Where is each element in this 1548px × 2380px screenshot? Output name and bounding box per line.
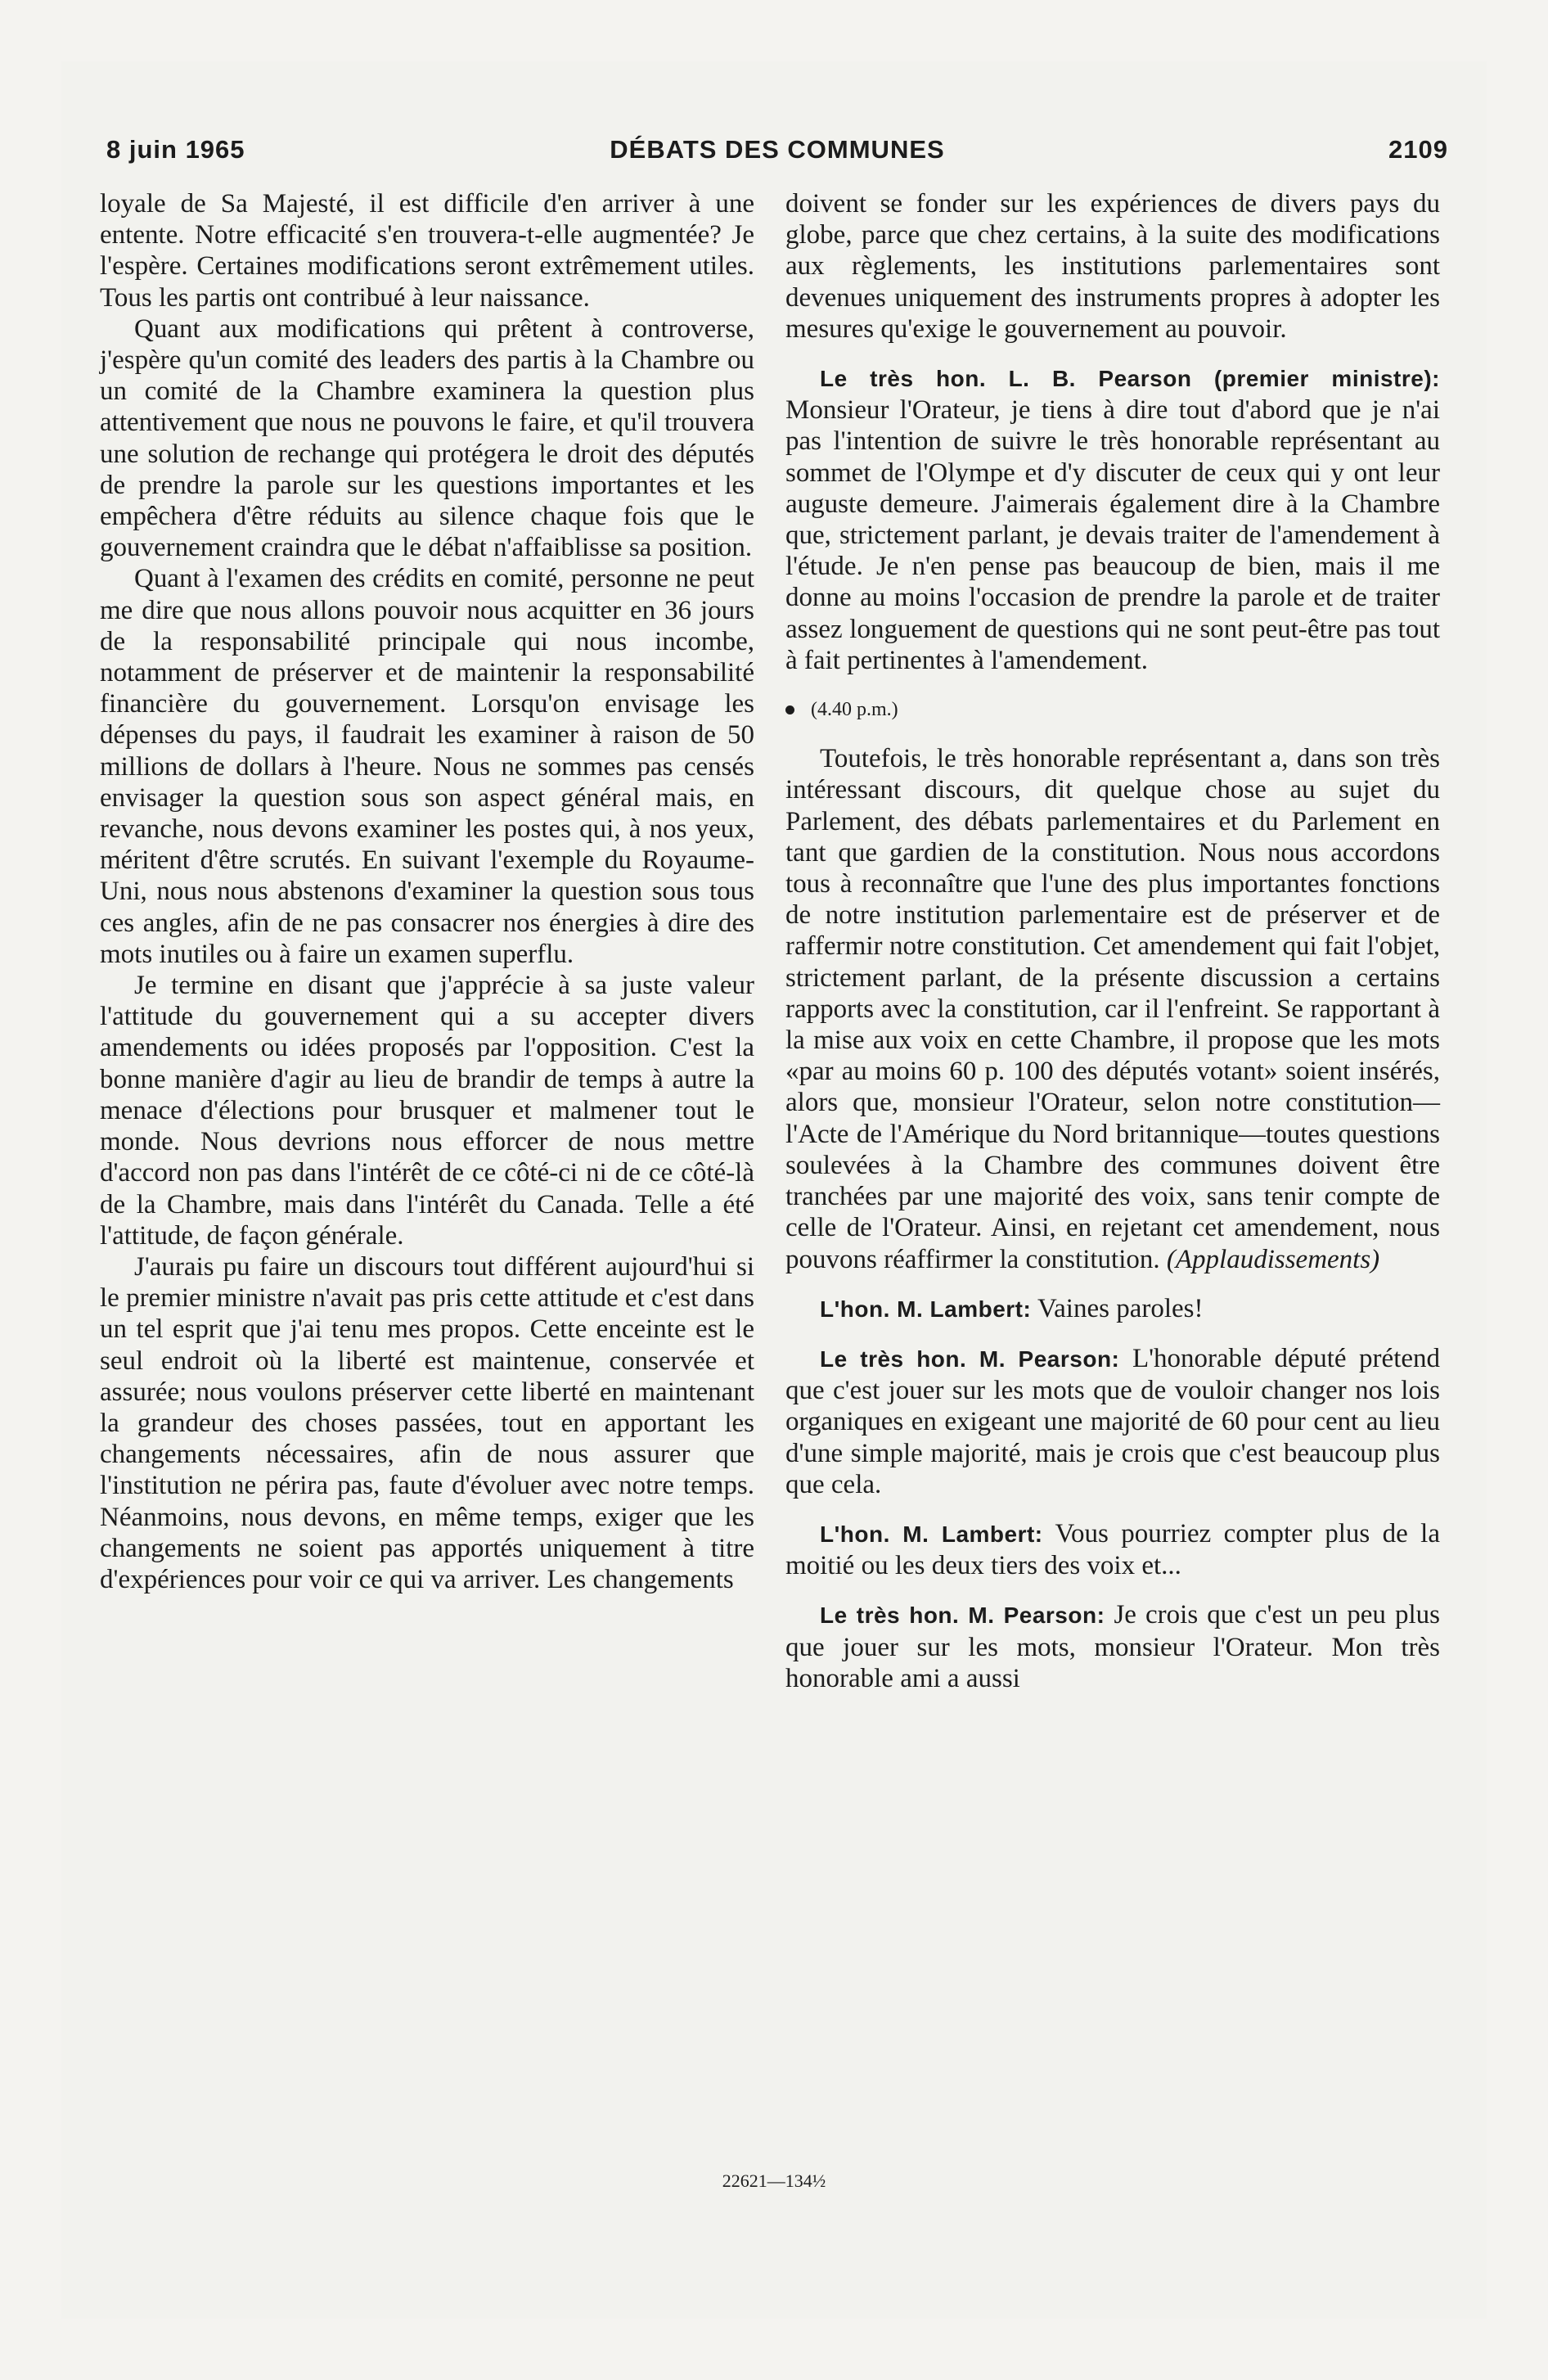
header-title: DÉBATS DES COMMUNES <box>610 135 945 164</box>
speech-text: Je crois que c'est un peu plus que jouer sur les mots, monsieur l'Orateur. Mon très honorable ami a aussi <box>785 1600 1441 1693</box>
speaker-name: Le très hon. M. Pearson: <box>820 1346 1120 1372</box>
speaker-name: Le très hon. L. B. Pearson (premier ministre): <box>820 366 1440 392</box>
speaker-name: L'hon. M. Lambert: <box>820 1521 1043 1547</box>
speech <box>785 363 1440 676</box>
speech <box>785 1518 1440 1581</box>
paragraph: loyale de Sa Majesté, il est difficile d'en arriver à une entente. Notre efficacité s'en trouvera-t-elle augmentée? Je l'espère. Certaines modifications seront extrêmement utiles. Tous les partis ont contribué à leur naissance. <box>100 189 754 313</box>
time-marker <box>785 694 1440 725</box>
paragraph: Je termine en disant que j'apprécie à sa juste valeur l'attitude du gouvernement qui a su accepter divers amendements ou idées proposés par l'opposition. C'est la bonne manière d'agir au lieu de brandir de temps à autre la menace d'élections pour brusquer et malmener tout le monde. Nous devrions nous efforcer de nous mettre d'accord non pas dans l'intérêt de ce côté-ci ni de ce côté-là de la Chambre, mais dans l'intérêt du Canada. Telle a été l'attitude, de façon générale. <box>100 971 754 1251</box>
header-page-number: 2109 <box>1388 135 1448 164</box>
speech <box>785 1343 1440 1500</box>
speech-text: Vous pourriez compter plus de la moitié ou les deux tiers des voix et... <box>785 1518 1440 1581</box>
applause-note: (Applaudissements) <box>1166 1244 1380 1274</box>
running-head <box>106 135 1448 168</box>
left-column <box>100 188 754 1595</box>
paragraph: Quant à l'examen des crédits en comité, personne ne peut me dire que nous allons pouvoir nous acquitter en 36 jours de la responsabilité principale qui nous incombe, notamment de préserver et de maintenir la responsabilité financière du gouvernement. Lorsqu'on envisage les dépenses du pays, il faudrait les examiner à raison de 50 millions de dollars à l'heure. Nous ne sommes pas censés envisager la question sous son aspect général mais, en revanche, nous devons examiner les postes qui, à nos yeux, méritent d'être scrutés. En suivant l'exemple du Royaume-Uni, nous nous abstenons d'examiner la question sous tous ces angles, afin de ne pas consacrer nos énergies à dire des mots inutiles ou à faire un examen superflu. <box>100 564 754 969</box>
bullet-icon <box>785 705 794 714</box>
time-stamp: (4.40 p.m.) <box>811 699 898 721</box>
paragraph-text: Toutefois, le très honorable représentant a, dans son très intéressant discours, dit quelque chose au sujet du Parlement, des débats parlementaires et du Parlement en tant que gardien de la constitution. Nous nous accordons tous à reconnaître que l'une des plus importantes fonctions de notre institution parlementaire est de préserver et de raffermir notre constitution. Cet amendement qui fait l'objet, strictement parlant, de la présente discussion a certains rapports avec la constitution, car il l'enfreint. Se rapportant à la mise aux voix en cette Chambre, il propose que les mots «par au moins 60 p. 100 des députés votant» soient insérés, alors que, monsieur l'Orateur, selon notre constitution—l'Acte de l'Amérique du Nord britannique—toutes questions soulevées à la Chambre des communes doivent être tranchées par une majorité des voix, sans tenir compte de celle de l'Orateur. Ainsi, en rejetant cet amendement, nous pouvons réaffirmer la constitution. <box>785 744 1440 1274</box>
speech-text: L'honorable député prétend que c'est jouer sur les mots que de vouloir changer nos lois organiques en exigeant une majorité de 60 pour cent au lieu d'une simple majorité, mais je crois que c'est beaucoup plus que cela. <box>785 1343 1441 1499</box>
speech <box>785 1599 1440 1694</box>
speaker-name: Le très hon. M. Pearson: <box>820 1602 1105 1629</box>
folio: 22621—134½ <box>722 2170 826 2191</box>
speech-text: Monsieur l'Orateur, je tiens à dire tout d'abord que je n'ai pas l'intention de suivre le très honorable représentant au sommet de l'Olympe et d'y discuter de ceux qui y ont leur auguste demeure. J'aimerais également dire à la Chambre que, strictement parlant, je devais traiter de l'amendement à l'étude. Je n'en pense pas beaucoup de bien, mais il me donne au moins l'occasion de prendre la parole et de traiter assez longuement de questions qui ne sont peut-être pas tout à fait pertinentes à l'amendement. <box>785 395 1440 675</box>
speech-text: Vaines paroles! <box>1037 1293 1204 1323</box>
speaker-name: L'hon. M. Lambert: <box>820 1296 1032 1322</box>
right-column <box>785 188 1440 1694</box>
paragraph: Quant aux modifications qui prêtent à controverse, j'espère qu'un comité des leaders des partis à la Chambre ou un comité de la Chambre examinera la question plus attentivement que nous ne pouvons le faire, et qu'il trouvera une solution de rechange qui protégera le droit des députés de prendre la parole sur les questions importantes et les empêchera d'être réduits au silence chaque fois que le gouvernement craindra que le débat n'affaiblisse sa position. <box>100 313 754 563</box>
paragraph <box>785 743 1440 1274</box>
speech <box>785 1293 1440 1325</box>
paragraph: doivent se fonder sur les expériences de divers pays du globe, parce que chez certains, à la suite des modifications aux règlements, les institutions parlementaires sont devenues uniquement des instruments propres à adopter les mesures qu'exige le gouvernement au pouvoir. <box>785 189 1440 344</box>
paragraph: J'aurais pu faire un discours tout différent aujourd'hui si le premier ministre n'avait pas pris cette attitude et c'est dans un tel esprit que j'ai tenu mes propos. Cette enceinte est le seul endroit où la liberté est maintenue, conservée et assurée; nous voulons préserver cette liberté en maintenant la grandeur des choses passées, tout en apportant les changements nécessaires, afin de nous assurer que l'institution ne périra pas, faute d'évoluer avec notre temps. Néanmoins, nous devons, en même temps, exiger que les changements ne soient pas apportés uniquement à titre d'expériences pour voir ce qui va arriver. Les changements <box>100 1251 754 1594</box>
header-date: 8 juin 1965 <box>106 135 245 164</box>
